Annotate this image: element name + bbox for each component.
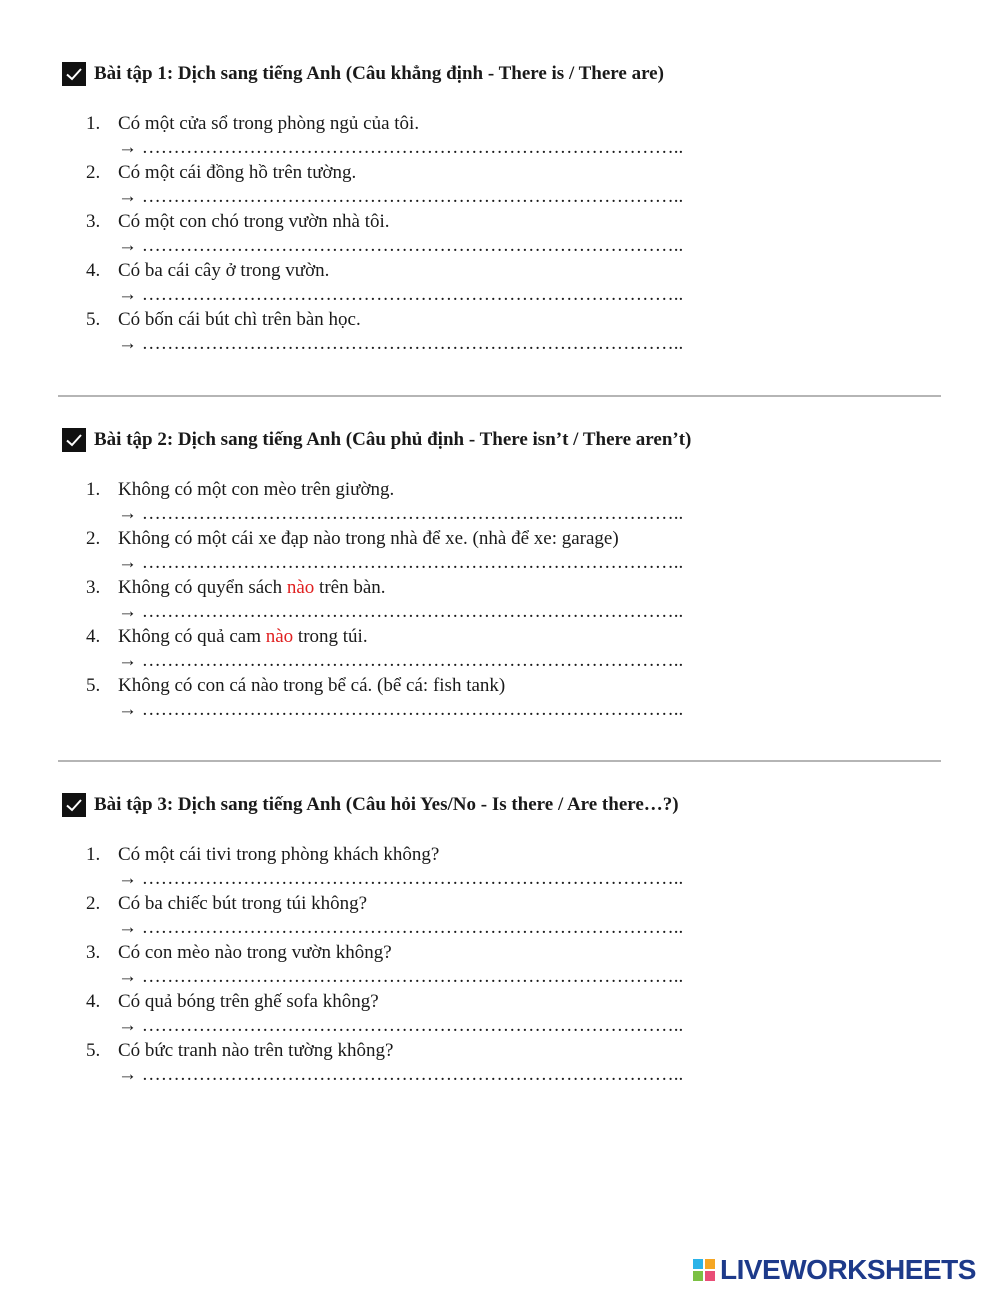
exercise-3-item-4: 4. Có quả bóng trên ghế sofa không? → ………………………………………………………………………….. (86, 990, 886, 1038)
exercise-3-item-3: 3. Có con mèo nào trong vườn không? → ………………………………………………………………………….. (86, 941, 886, 989)
exercise-2-title: Bài tập 2: Dịch sang tiếng Anh (Câu phủ định - There isn’t / There aren’t) (94, 429, 692, 450)
answer-blank[interactable]: → ………………………………………………………………………….. (118, 137, 684, 158)
exercise-2-item-5: 5. Không có con cá nào trong bể cá. (bể cá: fish tank) → ………………………………………………………………………….. (86, 674, 886, 722)
exercise-1-item-4: 4. Có ba cái cây ở trong vườn. → ………………………………………………………………………….. (86, 259, 886, 307)
answer-blank[interactable]: → ………………………………………………………………………….. (118, 284, 684, 305)
exercise-1-heading (62, 62, 664, 86)
question-text: Có một cái đồng hồ trên tường. (118, 162, 357, 183)
exercise-3-item-5: 5. Có bức tranh nào trên tường không? → ………………………………………………………………………….. (86, 1039, 886, 1087)
exercise-2-item-4: 4. Không có quả cam nào trong túi. → ………………………………………………………………………….. (86, 625, 886, 673)
answer-blank[interactable]: → ………………………………………………………………………….. (118, 503, 684, 524)
question-text: Có một cái tivi trong phòng khách không? (118, 844, 440, 865)
question-text: Không có con cá nào trong bể cá. (bể cá: fish tank) (118, 675, 506, 696)
liveworksheets-logo[interactable] (692, 1254, 976, 1286)
brand-name: LIVEWORKSHEETS (720, 1254, 976, 1285)
question-text: Không có quả cam (118, 626, 266, 647)
question-text: Có ba chiếc bút trong túi không? (118, 893, 368, 914)
exercise-2-item-1: 1. Không có một con mèo trên giường. → ………………………………………………………………………….. (86, 478, 886, 526)
answer-blank[interactable]: → ………………………………………………………………………….. (118, 868, 684, 889)
exercise-1-title: Bài tập 1: Dịch sang tiếng Anh (Câu khẳng định - There is / There are) (94, 63, 664, 84)
highlighted-word: nào (265, 626, 294, 647)
section-divider (58, 395, 941, 397)
answer-blank[interactable]: → ………………………………………………………………………….. (118, 699, 684, 720)
checkbox-checked-icon (62, 428, 86, 452)
question-text: Có bức tranh nào trên tường không? (118, 1040, 394, 1061)
question-text: Có ba cái cây ở trong vườn. (118, 260, 330, 281)
question-text: Có bốn cái bút chì trên bàn học. (118, 309, 361, 330)
exercise-3-heading (62, 793, 679, 817)
question-text: Có một con chó trong vườn nhà tôi. (118, 211, 390, 232)
question-text: Có con mèo nào trong vườn không? (118, 942, 392, 963)
question-text-end: trên bàn. (314, 577, 386, 598)
question-text: Không có quyển sách (118, 577, 287, 598)
question-text: Không có một con mèo trên giường. (118, 479, 395, 500)
answer-blank[interactable]: → ………………………………………………………………………….. (118, 966, 684, 987)
answer-blank[interactable]: → ………………………………………………………………………….. (118, 333, 684, 354)
exercise-1-item-2: 2. Có một cái đồng hồ trên tường. → ………………………………………………………………………….. (86, 161, 886, 209)
answer-blank[interactable]: → ………………………………………………………………………….. (118, 235, 684, 256)
exercise-1-item-3: 3. Có một con chó trong vườn nhà tôi. → ………………………………………………………………………….. (86, 210, 886, 258)
section-divider (58, 760, 941, 762)
answer-blank[interactable]: → ………………………………………………………………………….. (118, 186, 684, 207)
question-text: Không có một cái xe đạp nào trong nhà để xe. (nhà để xe: garage) (118, 528, 619, 549)
exercise-1-item-1: 1. Có một cửa sổ trong phòng ngủ của tôi. → ………………………………………………………………………….. (86, 112, 886, 160)
exercise-2-heading (62, 428, 691, 452)
highlighted-word: nào (286, 577, 315, 598)
answer-blank[interactable]: → ………………………………………………………………………….. (118, 552, 684, 573)
exercise-3-title: Bài tập 3: Dịch sang tiếng Anh (Câu hỏi Yes/No - Is there / Are there…?) (94, 794, 679, 815)
exercise-2-item-3: 3. Không có quyển sách nào trên bàn. → ………………………………………………………………………….. (86, 576, 886, 624)
question-text: Có quả bóng trên ghế sofa không? (118, 991, 379, 1012)
exercise-2-item-2: 2. Không có một cái xe đạp nào trong nhà để xe. (nhà để xe: garage) → ………………………………………………………………………….. (86, 527, 886, 575)
question-text-end: trong túi. (293, 626, 368, 647)
exercise-3-item-1: 1. Có một cái tivi trong phòng khách không? → ………………………………………………………………………….. (86, 843, 886, 891)
answer-blank[interactable]: → ………………………………………………………………………….. (118, 1064, 684, 1085)
answer-blank[interactable]: → ………………………………………………………………………….. (118, 1015, 684, 1036)
exercise-1-item-5: 5. Có bốn cái bút chì trên bàn học. → ………………………………………………………………………….. (86, 308, 886, 356)
checkbox-checked-icon (62, 793, 86, 817)
answer-blank[interactable]: → ………………………………………………………………………….. (118, 917, 684, 938)
checkbox-checked-icon (62, 62, 86, 86)
answer-blank[interactable]: → ………………………………………………………………………….. (118, 650, 684, 671)
exercise-3-item-2: 2. Có ba chiếc bút trong túi không? → ………………………………………………………………………….. (86, 892, 886, 940)
question-text: Có một cửa sổ trong phòng ngủ của tôi. (118, 113, 420, 134)
liveworksheets-logo-icon (692, 1258, 716, 1282)
answer-blank[interactable]: → ………………………………………………………………………….. (118, 601, 684, 622)
